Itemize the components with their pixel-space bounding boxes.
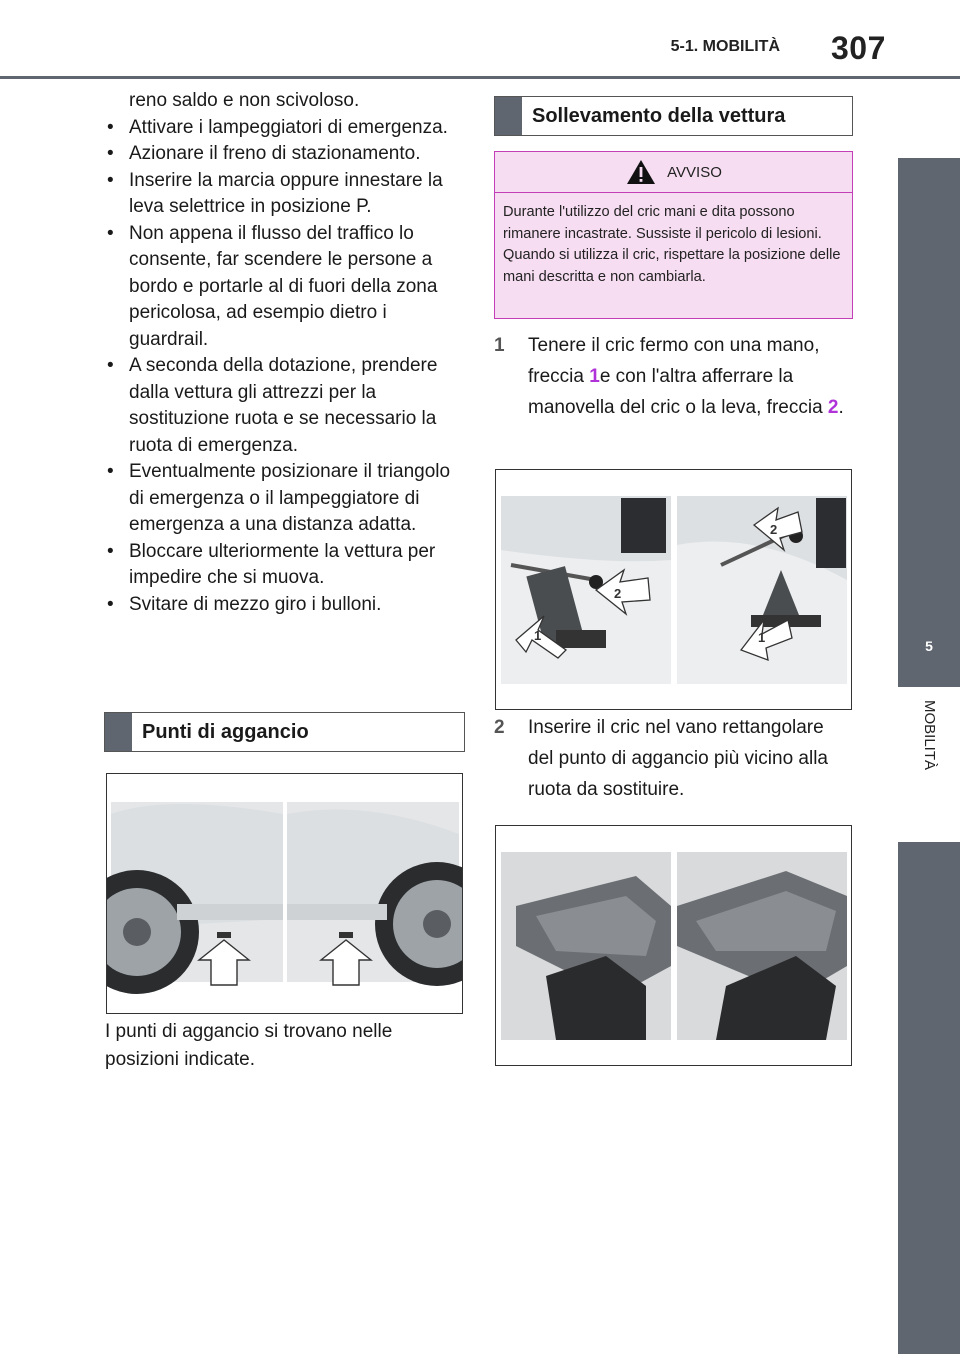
- svg-text:1: 1: [534, 628, 542, 643]
- arrow-ref-1: 1: [589, 366, 600, 387]
- safety-bullet-list: [105, 115, 465, 619]
- warning-box: [494, 151, 853, 319]
- warning-triangle-icon: [625, 158, 657, 186]
- side-tab-chapter-label: MOBILITÀ: [921, 700, 938, 771]
- warning-title: AVVISO: [667, 163, 722, 181]
- figure-jack-insertion: [495, 825, 852, 1066]
- step-1: [494, 330, 854, 423]
- bullet-item: • Attivare i lampeggiatori di emergenza.: [105, 115, 465, 142]
- svg-text:1: 1: [758, 630, 766, 645]
- figure-caption: I punti di aggancio si trovano nelle posizioni indicate.: [105, 1021, 393, 1070]
- bullet-item: • A seconda della dotazione, prendere dalla vettura gli attrezzi per la sostituzione ruota e se necessario la ruota di emergenza.: [105, 353, 465, 459]
- header-rule: [0, 76, 960, 79]
- figure-jack-points: [106, 773, 463, 1014]
- side-tab-chapter-number: 5: [898, 605, 960, 687]
- jack-insertion-illustration: [496, 826, 851, 1065]
- section-header-bar: [105, 713, 132, 751]
- jack-handling-illustration: [496, 470, 851, 709]
- car-side-left-panel: [107, 802, 283, 994]
- section-header-bar: [495, 97, 522, 135]
- svg-text:2: 2: [614, 586, 622, 601]
- car-side-right-panel: [287, 802, 462, 986]
- step-text: Tenere il cric fermo con una mano, freccia 1e con l'altra afferrare la manovella del cric o la leva, freccia 2.: [528, 335, 844, 418]
- bullet-item: • Inserire la marcia oppure innestare la leva selettrice in posizione P.: [105, 168, 465, 221]
- arrow-ref-2: 2: [827, 397, 839, 418]
- step-2: [494, 712, 854, 805]
- continued-text: reno saldo e non scivoloso.: [129, 90, 360, 111]
- section-header-jack-points: [104, 712, 465, 752]
- step-number: 1: [494, 335, 505, 356]
- jack-points-illustration: [107, 774, 462, 1013]
- step-number: 2: [494, 717, 505, 738]
- bullet-item: • Non appena il flusso del traffico lo consente, far scendere le persone a bordo e portarle al di fuori della zona pericolosa, ad esempio dietro i guardrail.: [105, 221, 465, 354]
- side-tab-bar-lower: [898, 842, 960, 1354]
- section-title: Punti di aggancio: [142, 720, 309, 743]
- bullet-item: • Bloccare ulteriormente la vettura per impedire che si muova.: [105, 539, 465, 592]
- bullet-item: • Azionare il freno di stazionamento.: [105, 141, 465, 168]
- side-tab-bar-upper: [898, 158, 960, 605]
- bullet-item: • Svitare di mezzo giro i bulloni.: [105, 592, 465, 619]
- svg-text:2: 2: [770, 522, 778, 537]
- step-text: Inserire il cric nel vano rettangolare del punto di aggancio più vicino alla ruota da sostituire.: [528, 717, 828, 800]
- section-title: Sollevamento della vettura: [532, 104, 786, 127]
- warning-header: [495, 152, 852, 193]
- figure-jack-handling: [495, 469, 852, 710]
- running-header-section: 5-1. MOBILITÀ: [670, 38, 780, 55]
- left-column: [105, 88, 465, 618]
- section-header-lifting: [494, 96, 853, 136]
- bullet-item: • Eventualmente posizionare il triangolo di emergenza o il lampeggiatore di emergenza a una distanza adatta.: [105, 459, 465, 539]
- warning-text: Durante l'utilizzo del cric mani e dita possono rimanere incastrate. Sussiste il pericolo di lesioni. Quando si utilizza il cric, rispettare la posizione delle mani descritta e non cambiarla.: [503, 204, 841, 285]
- page-number: 307: [831, 30, 886, 66]
